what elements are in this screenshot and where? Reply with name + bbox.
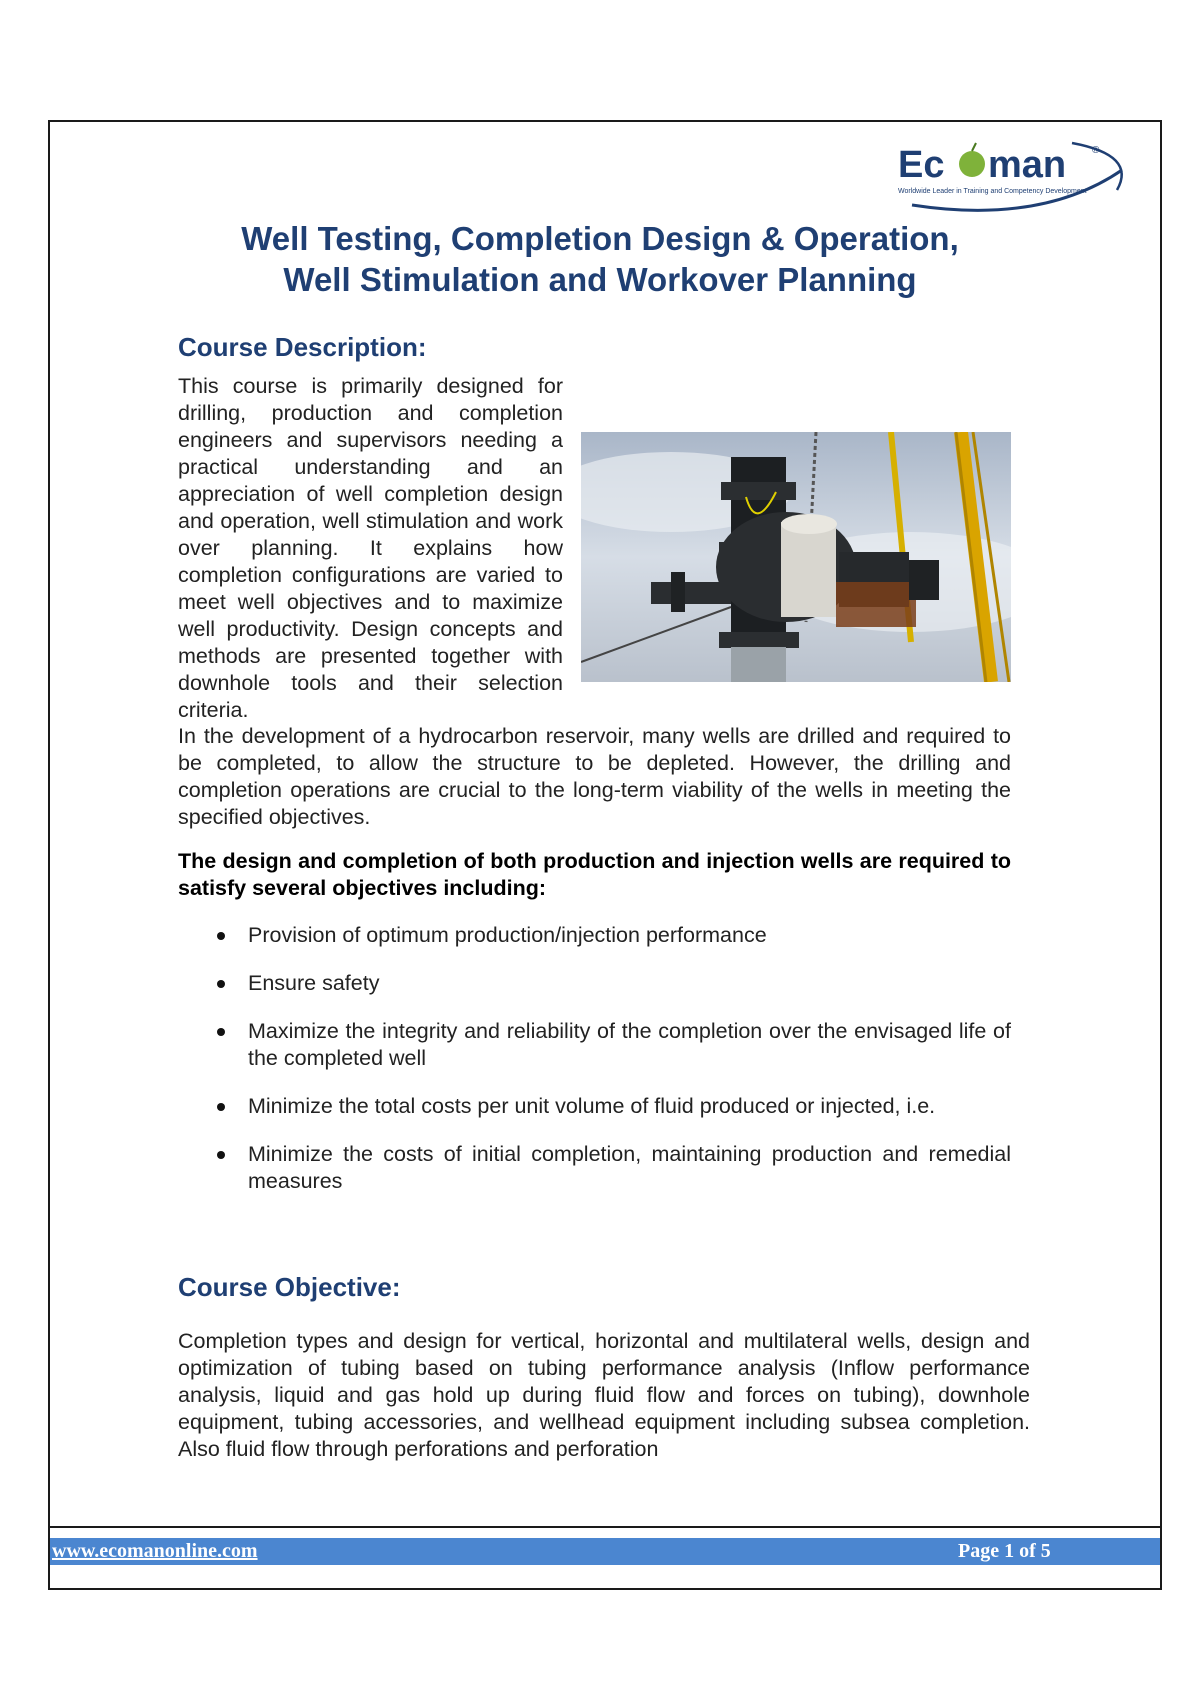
ecoman-logo [892,135,1132,215]
objectives-lead-statement: The design and completion of both production and injection wells are required to satisfy several objectives including: [178,849,1011,900]
svg-text:®: ® [1092,145,1100,156]
course-description-heading: Course Description: [178,332,427,362]
course-objective-heading: Course Objective: [178,1272,401,1302]
svg-text:man: man [988,144,1067,186]
title-line-2: Well Stimulation and Workover Planning [283,261,917,298]
list-item: Minimize the total costs per unit volume of fluid produced or injected, i.e. [214,1093,1011,1120]
svg-text:Ec: Ec [898,144,945,186]
page-title [150,218,1050,300]
list-item: Minimize the costs of initial completion, maintaining production and remedial measures [214,1141,1011,1195]
list-item: Provision of optimum production/injection performance [214,922,1011,949]
list-item: Maximize the integrity and reliability of the completion over the envisaged life of the completed well [214,1018,1011,1072]
bullet-icon [217,1103,225,1111]
bullet-icon [217,932,225,940]
objectives-list [214,922,1011,1216]
footer-divider [50,1526,1160,1528]
website-link[interactable]: www.ecomanonline.com [52,1540,258,1562]
course-objective-text: Completion types and design for vertical, horizontal and multilateral wells, design and optimization of tubing based on tubing performance analysis (Inflow performance analysis, liquid and gas hold up during fluid flow and forces on tubing), downhole equipment, tubing accessories, and wellhead equipment including subsea completion. Also fluid flow through perforations and perforation [178,1329,1030,1461]
bullet-icon [217,1151,225,1159]
title-line-1: Well Testing, Completion Design & Operation, [241,220,959,257]
svg-text:Worldwide Leader in Training a: Worldwide Leader in Training and Competency Development [898,188,1087,195]
page-number: Page 1 of 5 [958,1540,1051,1562]
bullet-icon [217,980,225,988]
bullet-icon [217,1028,225,1036]
course-description-intro: This course is primarily designed for drilling, production and completion engineers and supervisors needing a practical understanding and an appreciation of well completion design and operation, well stimulation and work over planning. It explains how completion configurations are varied to meet well objectives and to maximize well productivity. Design concepts and methods are presented together with downhole tools and their selection criteria. [178,373,1011,724]
course-description-paragraph-2: In the development of a hydrocarbon reservoir, many wells are drilled and required to be completed, to allow the structure to be depleted. However, the drilling and completion operations are crucial to the long-term viability of the wells in meeting the specified objectives. [178,724,1011,829]
list-item: Ensure safety [214,970,1011,997]
wellhead-photo [581,432,1011,682]
